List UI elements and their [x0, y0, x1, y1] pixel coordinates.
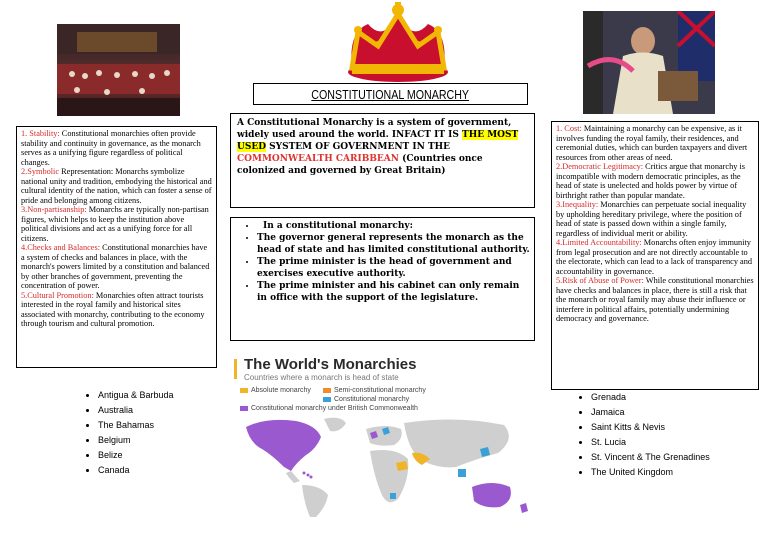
list-item: 4.Checks and Balances: Constitutional monarchies have a system of checks and balances in place, with the monarch's powers limited by a constitution and balanced by other branches of government, preventing the concentration of power. [21, 243, 210, 290]
accent-bar [234, 359, 237, 379]
legend-item: Constitutional monarchy under British Commonwealth [240, 405, 418, 412]
world-monarchies-map [228, 351, 541, 521]
highlight-text: THE MOST USED [237, 130, 519, 152]
list-item: 3.Inequality: Monarchies can perpetuate social inequality by upholding hereditary privilege, where the position of head of state is passed down within a single family, regardless of individual merit or ability. [556, 200, 747, 238]
list-item: • St. Lucia [591, 435, 755, 450]
page-title-text: CONSTITUTIONAL MONARCHY [311, 86, 470, 102]
countries-list-right [575, 390, 755, 480]
legend-item: Absolute monarchy [240, 387, 311, 394]
disadvantages-list [551, 121, 759, 390]
list-item: • The Bahamas [98, 418, 222, 433]
list-item: 1. Stability: Constitutional monarchies often provide stability and continuity in governance, as the monarch serves as a unifying figure regardless of political changes. [21, 129, 201, 167]
list-item: • The prime minister is the head of government and exercises executive authority. [257, 256, 530, 280]
parliament-photo [57, 24, 180, 116]
legend-item: Constitutional monarchy [323, 396, 409, 403]
ceremony-photo [583, 11, 715, 114]
list-item: • In a constitutional monarchy: [257, 220, 530, 232]
list-item: 4.Limited Accountability: Monarchs often enjoy immunity from legal prosecution and are not directly accountable to the electorate, which can lead to a lack of transparency and accountability in governance. [556, 238, 753, 276]
list-item: • The governor general represents the monarch as the head of state and has limited constitutional authority. [257, 232, 530, 256]
list-item: • Jamaica [591, 405, 755, 420]
list-item: • St. Vincent & The Grenadines [591, 450, 755, 465]
list-item: • Belgium [98, 433, 222, 448]
list-item: • Australia [98, 403, 222, 418]
list-item: 2.Symbolic Representation: Monarchs symbolize national unity and tradition, embodying the historical and cultural identity of the nation, which can foster a sense of pride and belonging among citizens. [21, 167, 212, 205]
map-title: The World's Monarchies [244, 356, 417, 373]
legend-swatch [323, 388, 331, 393]
list-item: • The prime minister and his cabinet can only remain in office with the support of the legislature. [257, 280, 530, 304]
list-item: 3.Non-partisanship: Monarchs are typically non-partisan figures, which helps to keep the institution above political divisions and act as a unifying force for all citizens. [21, 205, 209, 243]
world-map-graphic [236, 415, 536, 519]
crown-icon [338, 2, 458, 84]
legend-swatch [240, 388, 248, 393]
legend-swatch [323, 397, 331, 402]
countries-list-left [82, 388, 222, 478]
map-subtitle: Countries where a monarch is head of state [244, 373, 399, 382]
legend-item: Semi-constitutional monarchy [323, 387, 426, 394]
list-item: • Antigua & Barbuda [98, 388, 222, 403]
page-title [253, 83, 528, 105]
commonwealth-text: COMMONWEALTH CARIBBEAN [237, 154, 399, 164]
list-item: • The United Kingdom [591, 465, 755, 480]
list-item: 2.Democratic Legitimacy: Critics argue that monarchy is incompatible with modern democratic principles, as the head of state is unelected and holds power by virtue of birthright rather than popular mandate. [556, 162, 746, 200]
list-item: • Canada [98, 463, 222, 478]
advantages-list [16, 126, 217, 368]
list-item: • Belize [98, 448, 222, 463]
list-item: • Saint Kitts & Nevis [591, 420, 755, 435]
list-item: 5.Risk of Abuse of Power: While constitutional monarchies have checks and balances in place, there is still a risk that the monarch or royal family may abuse their influence or interfere in political affairs, potentially undermining democracy and governance. [556, 276, 754, 323]
legend-swatch [240, 406, 248, 411]
intro-text: A Constitutional Monarchy is a system of government, widely used around the world. INFACT IT IS THE MOST USED SYSTEM OF GOVERNMENT IN THE COMMONWEALTH CARIBBEAN (Countries once colonized and governed by Great Britain) [230, 113, 535, 208]
list-item: 1. Cost: Maintaining a monarchy can be expensive, as it involves funding the royal family, their residences, and ceremonial duties, which can burden taxpayers and divert resources from other areas of need. [556, 124, 748, 162]
list-item: • Grenada [591, 390, 755, 405]
list-item: 5.Cultural Promotion: Monarchies often attract tourists interested in the royal family and historical sites associated with monarchy, contributing to the economy through tourism and cultural promotion. [21, 290, 205, 328]
role-bullets [230, 217, 535, 341]
